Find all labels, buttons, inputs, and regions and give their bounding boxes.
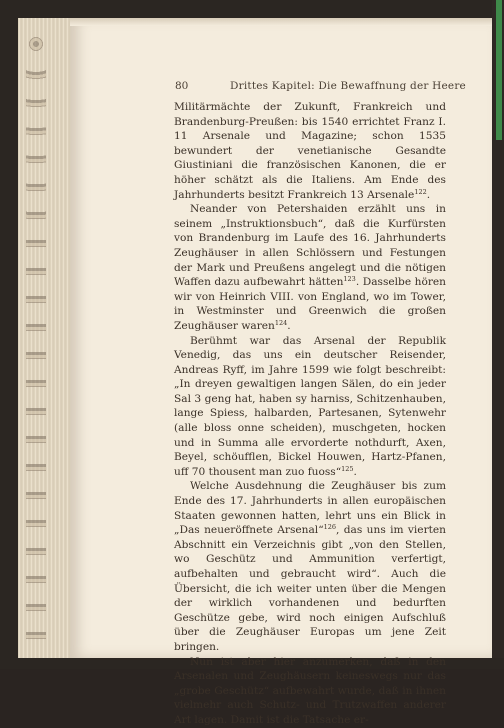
paragraph-4: Welche Ausdehnung die Zeughäuser bis zum Ende des 17. Jahrhunderts in allen europäischen Staaten gewonnen hatten, lehrt uns ein Blick in „Das neueröffnete Arsenal“$^{126}$, das uns im vierten Abschnitt ein Verzeichnis gibt „von den Stellen, wo Geschütz und Ammunition verfertigt, aufbehalten und gebraucht wird“. Auch die Übersicht, die ich weiter unten über die Mengen der wirklich vorhandenen und bedurften Geschütze gebe, wird noch einigen Aufschluß über die Zeughäuser Europas um jene Zeit bringen. — [174, 480, 446, 653]
footnote-ref: 123 — [343, 275, 356, 284]
footnote-ref: 124 — [274, 318, 288, 327]
paragraph-5: Nun ist aber hier anzumerken, daß in den Arsenalen und Zeughäusern keineswegs nur das „grobe Geschütz“ aufbewahrt wurde, daß in ihnen vielmehr auch Schutz- und Trutzwaffen anderer Art lagen. Damit ist die Tatsache er- — [174, 655, 446, 726]
bookmark-ribbon — [496, 0, 502, 140]
paragraph-2: Neander von Petershaiden erzählt uns in seinem „Instruktionsbuch“, daß die Kurfürsten von Brandenburg im Laufe des 16. Jahrhunderts Zeughäuser in allen Schlössern und Festungen der Mark und Preußens angelegt und die nötigen Waffen dazu aufbewahrt hätten$^{123}$. Dasselbe hören wir von Heinrich VIII. von England, wo im Tower, in Westminster und Greenwich die großen Zeughäuser waren$^{124}$. — [174, 203, 446, 332]
body-text — [174, 100, 446, 728]
running-title: Drittes Kapitel: Die Bewaffnung der Heere — [230, 80, 466, 92]
spine-ornament — [26, 30, 46, 640]
page-top-shadow — [70, 18, 492, 26]
footnote-ref: 122 — [414, 187, 427, 196]
footnote-ref: 125 — [341, 464, 354, 473]
page-number: 80 — [175, 80, 189, 92]
paragraph-1: Militärmächte der Zukunft, Frankreich und Brandenburg-Preußen: bis 1540 errichtet Franz I. 11 Arsenale und Magazine; schon 1535 bewundert der venetianische Gesandte Giustiniani die französischen Kanonen, die er höher schätzt als die Italiens. Am Ende des Jahrhunderts besitzt Frankreich 13 Arsenale$^{122}$. — [174, 101, 446, 201]
paragraph-3: Berühmt war das Arsenal der Republik Venedig, das uns ein deutscher Reisender, Andreas Ryff, im Jahre 1599 wie folgt beschreibt: „In dreyen gewaltigen langen Sälen, do ein jeder Sal 3 geng hat, haben sy harniss, Schitzenhauben, lange Spiess, halbarden, Partesanen, Sytenwehr (alle bloss onne scheiden), muschgeten, hocken und in Summa alle ervorderte nothdurft, Axen, Beyel, schöufflen, Bickel Houwen, Hartz-Pfanen, uff 70 thousent man zuo fuoss“$^{125}$. — [174, 334, 446, 478]
footnote-ref: 126 — [323, 523, 337, 532]
